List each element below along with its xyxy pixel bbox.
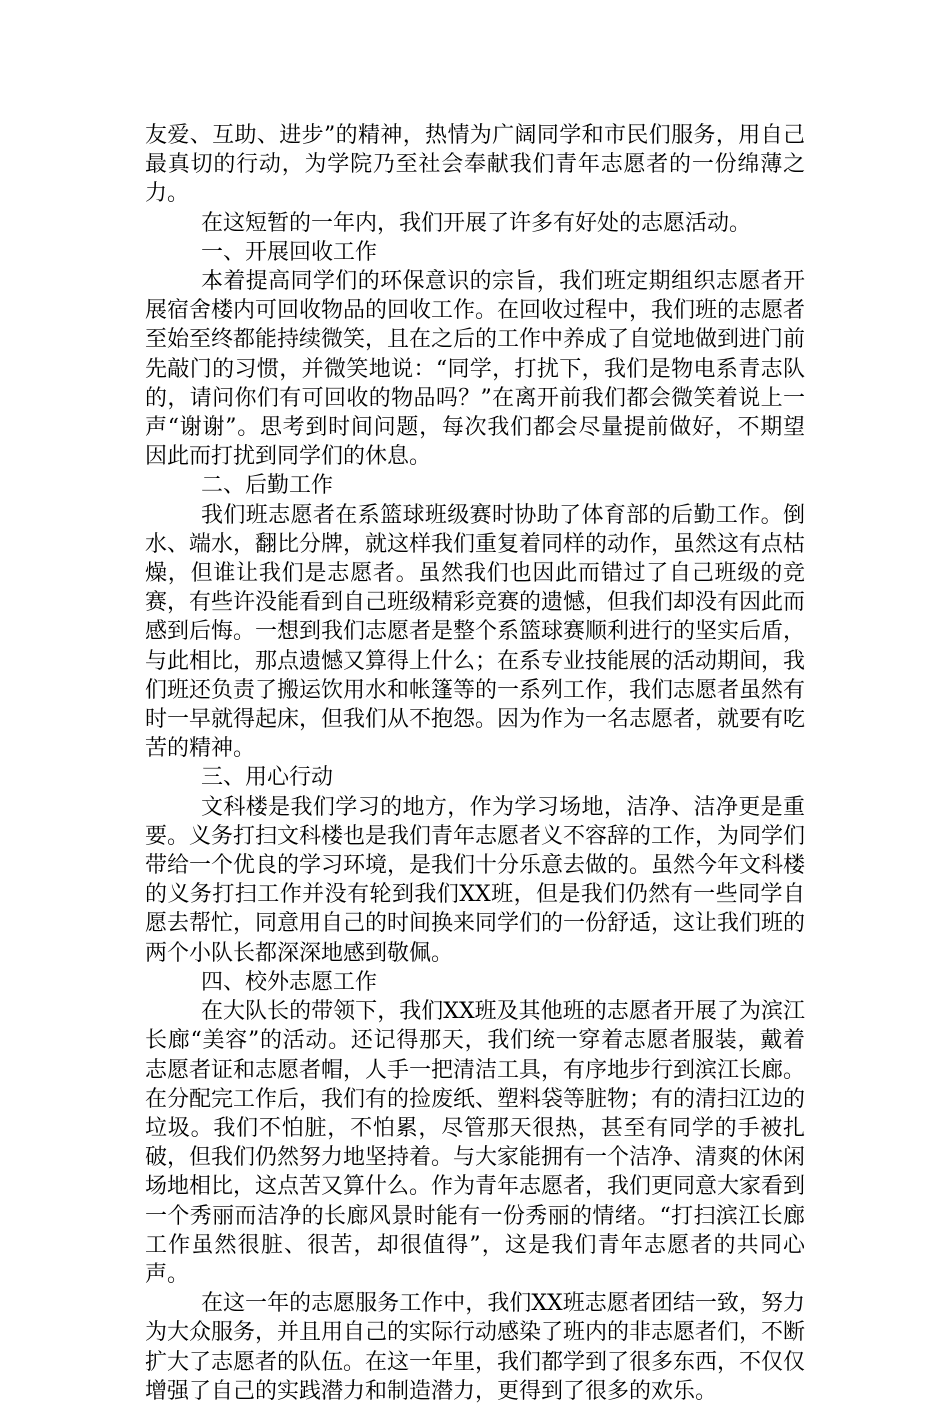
document-page [145, 121, 805, 1406]
section-heading-offcampus: 四、校外志愿工作 [201, 969, 378, 995]
section-heading-recycling: 一、开展回收工作 [201, 239, 378, 265]
section-heading-action: 三、用心行动 [201, 765, 334, 791]
paragraph-recycling: 本着提高同学们的环保意识的宗旨，我们班定期组织志愿者开展宿舍楼内可回收物品的回收工作。在回收过程中，我们班的志愿者至始至终都能持续微笑，且在之后的工作中养成了自觉地做到进门前先敲门的习惯，并微笑地说：“同学，打扰下，我们是物电系青志队的，请问你们有可回收的物品吗？”在离开前我们都会微笑着说上一声“谢谢”。思考到时间问题，每次我们都会尽量提前做好，不期望因此而打扰到同学们的休息。 [145, 269, 806, 470]
section-heading-logistics: 二、后勤工作 [201, 473, 334, 499]
paragraph-offcampus: 在大队长的带领下，我们XX班及其他班的志愿者开展了为滨江长廊“美容”的活动。还记得那天，我们统一穿着志愿者服装，戴着志愿者证和志愿者帽，人手一把清洁工具，有序地步行到滨江长廊。在分配完工作后，我们有的捡废纸、塑料袋等脏物；有的清扫江边的垃圾。我们不怕脏，不怕累，尽管那天很热，甚至有同学的手被扎破，但我们仍然努力地坚持着。与大家能拥有一个洁净、清爽的休闲场地相比，这点苦又算什么。作为青年志愿者，我们更同意大家看到一个秀丽而洁净的长廊风景时能有一份秀丽的情绪。“打扫滨江长廊工作虽然很脏、很苦，却很值得”，这是我们青年志愿者的共同心声。 [145, 999, 806, 1287]
paragraph-logistics: 我们班志愿者在系篮球班级赛时协助了体育部的后勤工作。倒水、端水，翻比分牌，就这样我们重复着同样的动作，虽然这有点枯燥，但谁让我们是志愿者。虽然我们也因此而错过了自己班级的竞赛，有些许没能看到自己班级精彩竞赛的遗憾，但我们却没有因此而感到后悔。一想到我们志愿者是整个系篮球赛顺利进行的坚实后盾，与此相比，那点遗憾又算得上什么；在系专业技能展的活动期间，我们班还负责了搬运饮用水和帐篷等的一系列工作，我们志愿者虽然有时一早就得起床，但我们从不抱怨。因为作为一名志愿者，就要有吃苦的精神。 [145, 502, 806, 762]
paragraph-intro-continuation: 友爱、互助、进步”的精神，热情为广阔同学和市民们服务，用自己最真切的行动，为学院乃至社会奉献我们青年志愿者的一份绵薄之力。 [145, 123, 805, 207]
paragraph-conclusion: 在这一年的志愿服务工作中，我们XX班志愿者团结一致，努力为大众服务，并且用自己的实际行动感染了班内的非志愿者们，不断扩大了志愿者的队伍。在这一年里，我们都学到了很多东西，不仅仅增强了自己的实践潜力和制造潜力，更得到了很多的欢乐。 [145, 1291, 806, 1404]
paragraph-action: 文科楼是我们学习的地方，作为学习场地，洁净、洁净更是重要。义务打扫文科楼也是我们青年志愿者义不容辞的工作，为同学们带给一个优良的学习环境，是我们十分乐意去做的。虽然今年文科楼的义务打扫工作并没有轮到我们XX班，但是我们仍然有一些同学自愿去帮忙，同意用自己的时间换来同学们的一份舒适，这让我们班的两个小队长都深深地感到敬佩。 [145, 794, 806, 966]
paragraph-summary-activities: 在这短暂的一年内，我们开展了许多有好处的志愿活动。 [201, 210, 752, 236]
